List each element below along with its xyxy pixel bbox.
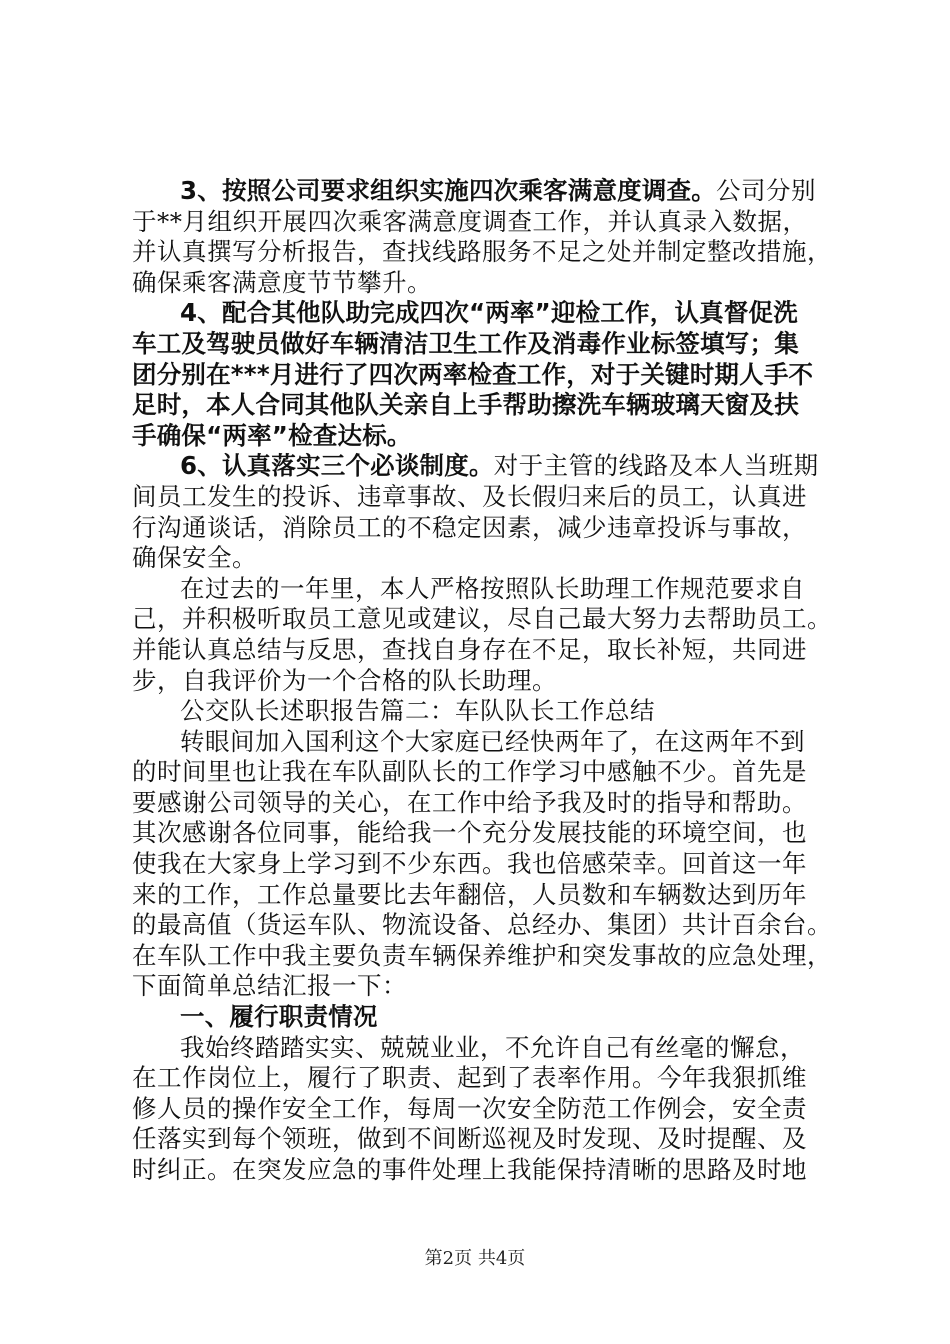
text-line [132, 451, 832, 482]
text-line: 下面简单总结汇报一下： [132, 971, 407, 1001]
text-line: 并认真撰写分析报告，查找线路服务不足之处并制定整改措施， [132, 237, 832, 267]
section-heading-1 [132, 1002, 832, 1033]
text-line: 步，自我评价为一个合格的队长助理。 [132, 665, 557, 695]
text-line: 要感谢公司领导的关心，在工作中给予我及时的指导和帮助。 [132, 787, 807, 817]
text-line: 来的工作，工作总量要比去年翻倍，人员数和车辆数达到历年 [132, 879, 807, 909]
paragraph-item-4 [132, 298, 832, 451]
text-line: 手确保“两率”检查达标。 [132, 420, 412, 450]
text-line [132, 176, 832, 207]
text-line: 4、配合其他队助完成四次“两率”迎检工作，认真督促洗 [180, 298, 798, 328]
text-line: 时纠正。在突发应急的事件处理上我能保持清晰的思路及时地 [132, 1155, 807, 1184]
text-line: 己，并积极听取员工意见或建议，尽自己最大努力去帮助员工。 [132, 604, 832, 634]
text-line: 的最高值（货运车队、物流设备、总经办、集团）共计百余台。 [132, 910, 832, 940]
bold-heading-text: 6、认真落实三个必谈制度。 [180, 451, 494, 481]
body-text: 对于主管的线路及本人当班期 [493, 451, 819, 481]
bold-heading-text: 3、按照公司要求组织实施四次乘客满意度调查。 [180, 176, 716, 205]
text-line: 间员工发生的投诉、违章事故、及长假归来后的员工，认真进 [132, 481, 807, 511]
text-line: 在过去的一年里，本人严格按照队长助理工作规范要求自 [180, 573, 805, 603]
text-line: 的时间里也让我在车队副队长的工作学习中感触不少。首先是 [132, 757, 807, 787]
paragraph-intro [132, 727, 832, 1002]
text-line: 在工作岗位上，履行了职责、起到了表率作用。今年我狠抓维 [132, 1063, 807, 1093]
paragraph-summary [132, 574, 832, 696]
text-line: 确保安全。 [132, 543, 257, 573]
text-line: 使我在大家身上学习到不少东西。我也倍感荣幸。回首这一年 [132, 849, 807, 879]
text-line: 确保乘客满意度节节攀升。 [132, 267, 432, 297]
text-line: 团分别在***月进行了四次两率检查工作，对于关键时期人手不 [132, 359, 814, 389]
text-line: 一、履行职责情况 [180, 1002, 378, 1032]
text-line: 并能认真总结与反思，查找自身存在不足，取长补短，共同进 [132, 634, 807, 664]
text-line: 我始终踏踏实实、兢兢业业，不允许自己有丝毫的懈怠， [180, 1032, 805, 1062]
paragraph-item-3 [132, 176, 832, 298]
text-line: 其次感谢各位同事，能给我一个充分发展技能的环境空间，也 [132, 818, 807, 848]
paragraph-item-6 [132, 451, 832, 573]
text-line: 行沟通谈话，消除员工的不稳定因素，减少违章投诉与事故， [132, 512, 807, 542]
text-line: 车工及驾驶员做好车辆清洁卫生工作及消毒作业标签填写；集 [132, 328, 799, 358]
text-line: 在车队工作中我主要负责车辆保养维护和突发事故的应急处理， [132, 940, 832, 970]
text-line: 公交队长述职报告篇二：车队队长工作总结 [180, 696, 655, 726]
body-text: 公司分别 [715, 176, 816, 205]
page-number-footer: 第2页 共4页 [424, 1248, 526, 1269]
text-line: 任落实到每个领班，做到不间断巡视及时发现、及时提醒、及 [132, 1124, 807, 1154]
text-line: 转眼间加入国利这个大家庭已经快两年了，在这两年不到 [180, 726, 805, 756]
text-line: 于**月组织开展四次乘客满意度调查工作，并认真录入数据， [132, 206, 808, 236]
text-line: 足时，本人合同其他队关亲自上手帮助擦洗车辆玻璃天窗及扶 [132, 390, 799, 420]
paragraph-duties [132, 1033, 832, 1186]
section-heading-part2 [132, 696, 832, 727]
text-line: 修人员的操作安全工作，每周一次安全防范工作例会，安全责 [132, 1093, 807, 1123]
document-body [132, 176, 832, 1186]
